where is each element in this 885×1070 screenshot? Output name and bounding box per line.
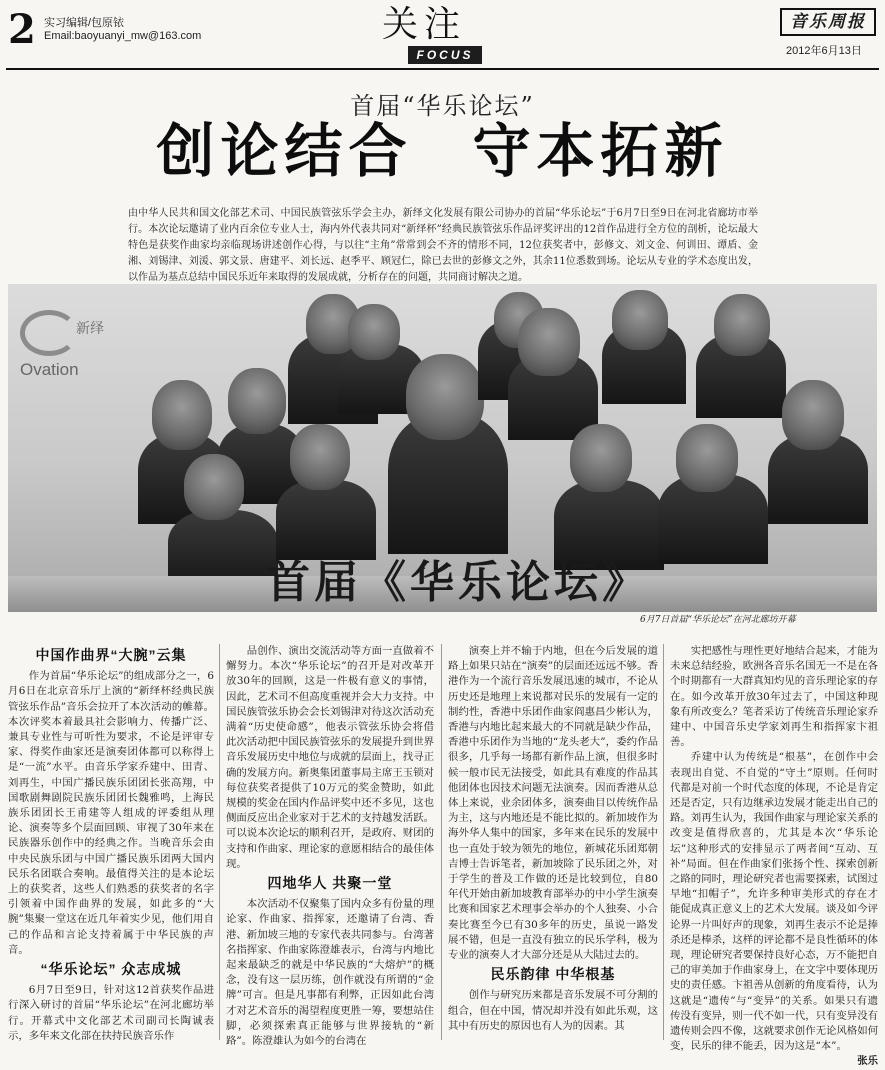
body-column-1 xyxy=(8,644,214,1044)
article-headline xyxy=(0,116,885,186)
banner-text: 首届《华乐论坛》 xyxy=(266,557,650,608)
body-paragraph: 创作与研究历来都是音乐发展不可分割的组合，但在中国，情况却并没有如此乐观，这其中有历史的原因也有人为的因素。其 xyxy=(448,989,658,1032)
subhead: 四地华人 共聚一堂 xyxy=(267,875,393,892)
body-column-4 xyxy=(670,644,878,1068)
publication-date: 2012年6月13日 xyxy=(786,45,862,57)
editor-email: Email:baoyuanyi_mw@163.com xyxy=(44,30,202,42)
page-number: 2 xyxy=(8,6,36,53)
body-paragraph: 实把感性与理性更好地结合起来，才能为未来总结经验，欧洲各音乐名国无一不是在各个时期都有一大群真知灼见的音乐理论家的存在。如今改革开放30年过去了，中国这种现象有所改变么？笔者采访了传统音乐理论家乔建中、中国音乐史学家刘再生和指挥家卞祖善。 xyxy=(670,645,878,749)
portrait-face xyxy=(612,290,668,350)
body-paragraph: 本次活动不仅聚集了国内众多有份量的理论家、作曲家、指挥家，还邀请了台湾、香港、新加坡三地的专家代表共同参与。台湾著名指挥家、作曲家陈澄雄表示，台湾与内地比起来最缺乏的就是中华民族的“大熔炉”的概念，没有这一层历练，创作就没有所谓的“金牌”可言。但是凡事都有利弊，正因如此台湾才对艺术音乐的渴望程度更胜一筹，要想站住脚，必须探索真正能够与世界接轨的“新路”。陈澄雄认为如今的台湾在 xyxy=(226,898,434,1048)
collage-photo xyxy=(8,284,877,612)
portrait-face xyxy=(782,380,844,450)
portrait-face xyxy=(152,380,212,450)
ovation-logo xyxy=(20,310,79,380)
column-divider xyxy=(219,644,220,1040)
section-label: FOCUS xyxy=(408,46,482,64)
body-paragraph: 品创作、演出交流活动等方面一直做着不懈努力。本次“华乐论坛”的召开是对改革开放30年的回顾，这是一件极有意义的事情，因此，艺术司不但高度重视并会大力支持。中国民族管弦乐协会会长刘锡津对待这次活动充满着“历史使命感”，他表示管弦乐协会将借此次活动把中国民族管弦乐的发展提升到世界音乐发展历史中地位与成就的层面上，找寻正确的发展方向。新奥集团董事局主席王玉锁对每位获奖者提供了10万元的奖金赞助，如此规模的奖金在国内作品评奖中还不多见，这也侧面反应出企业家对于艺术的支持越发活跃。可以说本次论坛的顺利召开，是政府、财团的支持和作曲家、理论家的意愿相结合的最佳体现。 xyxy=(226,645,434,870)
conductor-face xyxy=(406,354,484,440)
headline-left: 创论结合 xyxy=(156,117,413,185)
ovation-logo-text: Ovation xyxy=(20,360,79,379)
article-lede: 由中华人民共和国文化部艺术司、中国民族管弦乐学会主办，新绎文化发展有限公司协办的首届“华乐论坛”于6月7日至9日在河北省廊坊市举行。本次论坛邀请了业内百余位专业人士，海内外代表共同对“新绎杯”经典民族管弦乐作品评奖评出的12首作品进行全方位的剖析，论坛最大特色是获奖作曲家均亲临现场讲述创作心得，与以往“主角”常常到会不齐的情形不同，12位获奖者中，彭修文、刘文金、何训田、谭盾、金湘、刘锡津、刘湲、郭文景、唐建平、刘长远、赵季平、顾冠仁，除已去世的彭修文之外，其余11位悉数到场。论坛从专业的学术态度出发，以作品为基点总结中国民乐近年来取得的发展成就，分析存在的问题，共同商讨解决之道。 xyxy=(128,208,758,283)
body-paragraph xyxy=(670,750,878,1068)
page-header xyxy=(0,0,885,72)
body-column-3 xyxy=(448,644,658,1044)
headline-right: 守本拓新 xyxy=(472,117,729,185)
portrait-face xyxy=(348,304,400,360)
section-title: 关注 xyxy=(382,4,467,45)
body-column-2 xyxy=(226,644,434,1048)
column-divider xyxy=(663,644,664,1040)
portrait-face xyxy=(290,424,350,490)
portrait-face xyxy=(228,368,286,434)
subhead: “华乐论坛” 众志成城 xyxy=(40,961,182,978)
body-paragraph: 作为首届“华乐论坛”的组成部分之一，6月6日在北京音乐厅上演的“新绎杯经典民族管弦乐作品”音乐会拉开了本次活动的帷幕。本次评奖本着最具社会影响力、传播广泛、兼具专业性与可听性为要求，不论是评审专家、得奖作曲家还是演奏团体都可以称得上是“一流”水平。由音乐学家乔建中、田青、刘再生，中国广播民族乐团团长张高翔，中国歌剧舞剧院民族乐团团长魏雅鸣，上海民族乐团团长王甫建等人组成的评委组从理论、演奏等多个层面回顾、审视了30年来在民族器乐创作中的经典之作。当晚音乐会由中央民族乐团与中国广播民族乐团两大国内民乐名团联合奏响。最值得关注的是本论坛上的获奖者，这些人们熟悉的获奖者的名字引领着中国作曲界的发展，如此多的“大腕”集聚一堂这在近几年着实少见，他们用自己的作品和言论支持着属于中华民族的声音。 xyxy=(8,670,214,956)
body-paragraph: 演奏上并不输于内地，但在今后发展的道路上如果只站在“演奏”的层面还远远不够。香港作为一个流行音乐发展迅速的城市，不论从历史还是地理上来说都对民乐的发展有一定的制约性，香港中乐团作曲家阎惠昌少彬认为，香港与内地比起来最大的不同就是缺少作品，香港中乐团作为当地的“龙头老大”，委约作品很多，几乎每一场都有新作品上演，但很多时候一般市民无法接受，如此具有难度的作品其他团体也因技术问题无法演奏。因而香港从总体上来说，业余团体多，演奏曲目以传统作品为主，这与内地还是不能比拟的。新加坡作为海外华人集中的国家，多年来在民乐的发展中也一直处于较为领先的地位，新城花乐团郑朝吉博士告诉笔者，新加坡除了民乐团之外，对于学生的普及工作做的还是比较到位，自80年代开始由新加坡教育部举办的中小学生演奏比赛和国家艺术理事会举办的个人独奏、小合奏比赛至今已有30多年的历史，虽说一路发展不错，但是一直没有独立的民乐学科，极为专业的演奏人才大部分还是从大陆过去的。 xyxy=(448,645,658,962)
portrait-face xyxy=(676,424,738,492)
ovation-mark-icon xyxy=(20,310,78,356)
photo-caption: 6月7日首届“华乐论坛”在河北廊坊开幕 xyxy=(640,615,796,625)
column-divider xyxy=(441,644,442,1040)
body-paragraph-text: 乔建中认为传统是“根基”，在创作中会表现出自觉、不自觉的“守土”原则。任何时代都是对前一个时代态度的体现，不论是肯定还是否定，只有边继承边发展才能走出自己的路。刘再生认为，我国作曲家与理论家关系的改变是值得欣喜的，尤其是本次“华乐论坛”这种形式的安排显示了两者间“互动、互补”局面。但在作曲家们张扬个性、探索创新之路的同时，理论研究者也需要探索，试图过早地“扣帽子”，允许多种审美形式的存在才能促成真正意义上的艺术大发展。谈及如今评论界一片叫好声的现象，刘再生表示不论是捧杀还是棒杀，这样的评论都不是良性循环的体现，理论研究者要保持良好心态，万不能把自己的审美加于作曲家身上，在文字中要体现历史的责任感。卞祖善从创新的角度看待，认为这就是“遗传”与“变异”的关系。如果只有遗传没有变异，则一代不如一代，只有变异没有遗传则会四不像，这就要求创作无论风格如何变，民乐的律不能丢，因为这是“本”。 xyxy=(670,751,878,1053)
article-kicker: 首届“华乐论坛” xyxy=(350,92,535,120)
ovation-logo-cn: 新绎 xyxy=(76,321,104,337)
portrait-face xyxy=(714,294,770,356)
portrait-face xyxy=(570,424,632,492)
publication-logo: 音乐周报 xyxy=(780,8,876,36)
portrait-face xyxy=(518,308,580,376)
author-byline: 张乐 xyxy=(857,1056,878,1068)
subhead: 民乐韵律 中华根基 xyxy=(490,966,616,983)
portrait-face xyxy=(184,454,244,520)
header-divider xyxy=(6,68,879,70)
subhead: 中国作曲界“大腕”云集 xyxy=(35,647,187,663)
editor-credit: 实习编辑/包原铱 xyxy=(44,17,125,29)
body-paragraph: 6月7日至9日，针对这12首获奖作品进行深入研讨的首届“华乐论坛”在河北廊坊举行。开幕式中文化部艺术司副司长陶诚表示，多年来文化部在扶持民族音乐作 xyxy=(8,984,214,1042)
